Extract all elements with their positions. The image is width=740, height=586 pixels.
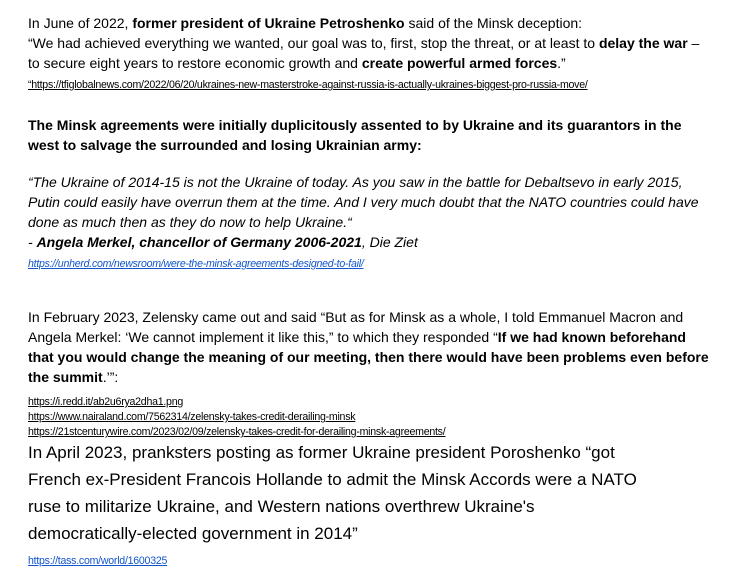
link-reddit-image[interactable]: https://i.redd.it/ab2u6rya2dha1.png [28,396,183,408]
text-run-bold: create powerful armed forces [361,55,558,71]
text-run: In June of 2022, [28,15,133,31]
link-21stcenturywire[interactable]: https://21stcenturywire.com/2023/02/09/zelensky-takes-credit-for-derailing-minsk-agreements/ [28,426,446,438]
paragraph-february-2023 [28,307,712,387]
text-run: .” [557,55,566,71]
link-nairaland[interactable]: https://www.nairaland.com/7562314/zelensky-takes-credit-derailing-minsk [28,411,356,423]
text-run: said of the Minsk deception: [404,15,583,31]
text-run-bold: If we had known beforehand that you would change the meaning of our meeting, then there would have been problems even before the summit [28,329,709,385]
paragraph-june-2022 [28,13,712,73]
link-line [28,424,712,439]
link-line [28,256,712,271]
link-line [28,409,712,424]
link-tass[interactable]: https://tass.com/world/1600325 [28,555,168,567]
paragraph-april-2023 [28,439,712,547]
link-line [28,77,712,92]
text-run: In February 2023, Zelensky came out and said “But as for Minsk as a whole, I told Emmanuel Macron and Angela Merkel: ‘We cannot implement it like this,” to which they responded “ [28,309,684,345]
attribution-dash: - [28,234,37,250]
text-line: democratically-elected government in 2014” [28,524,358,543]
text-run: .’”: [102,369,119,385]
link-line [28,394,712,409]
text-run-bold: former president of Ukraine Petroshenko [132,15,405,31]
attribution-source: , Die Ziet [361,234,418,250]
text-line: French ex-President Francois Hollande to admit the Minsk Accords were a NATO [28,470,637,489]
paragraph-merkel-quote [28,172,712,252]
link-tfiglobalnews[interactable]: “https://tfiglobalnews.com/2022/06/20/ukraines-new-masterstroke-against-russia-is-actually-ukraines-biggest-pro-russia-move/ [28,79,588,91]
text-run-bold: delay the war [598,35,688,51]
link-line [28,553,712,568]
text-line: ruse to militarize Ukraine, and Western nations overthrew Ukraine's [28,497,535,516]
quote-text: “The Ukraine of 2014-15 is not the Ukraine of today. As you saw in the battle for Debaltsevo in early 2015, Putin could easily have overrun them at the time. And I very much doubt that the NATO countries could have done as much then as they do now to help Ukraine.“ [28,174,699,230]
heading-minsk-agreements: The Minsk agreements were initially duplicitously assented to by Ukraine and its guarantors in the west to salvage the surrounded and losing Ukrainian army: [28,117,682,153]
link-unherd[interactable]: https://unherd.com/newsroom/were-the-minsk-agreements-designed-to-fail/ [28,258,364,270]
text-run: – to secure eight years to restore economic growth and [28,35,700,71]
text-run: “We had achieved everything we wanted, our goal was to, first, stop the threat, or at least to [28,35,599,51]
text-line: In April 2023, pranksters posting as former Ukraine president Poroshenko “got [28,443,615,462]
attribution-name: Angela Merkel, chancellor of Germany 2006-2021 [36,234,362,250]
